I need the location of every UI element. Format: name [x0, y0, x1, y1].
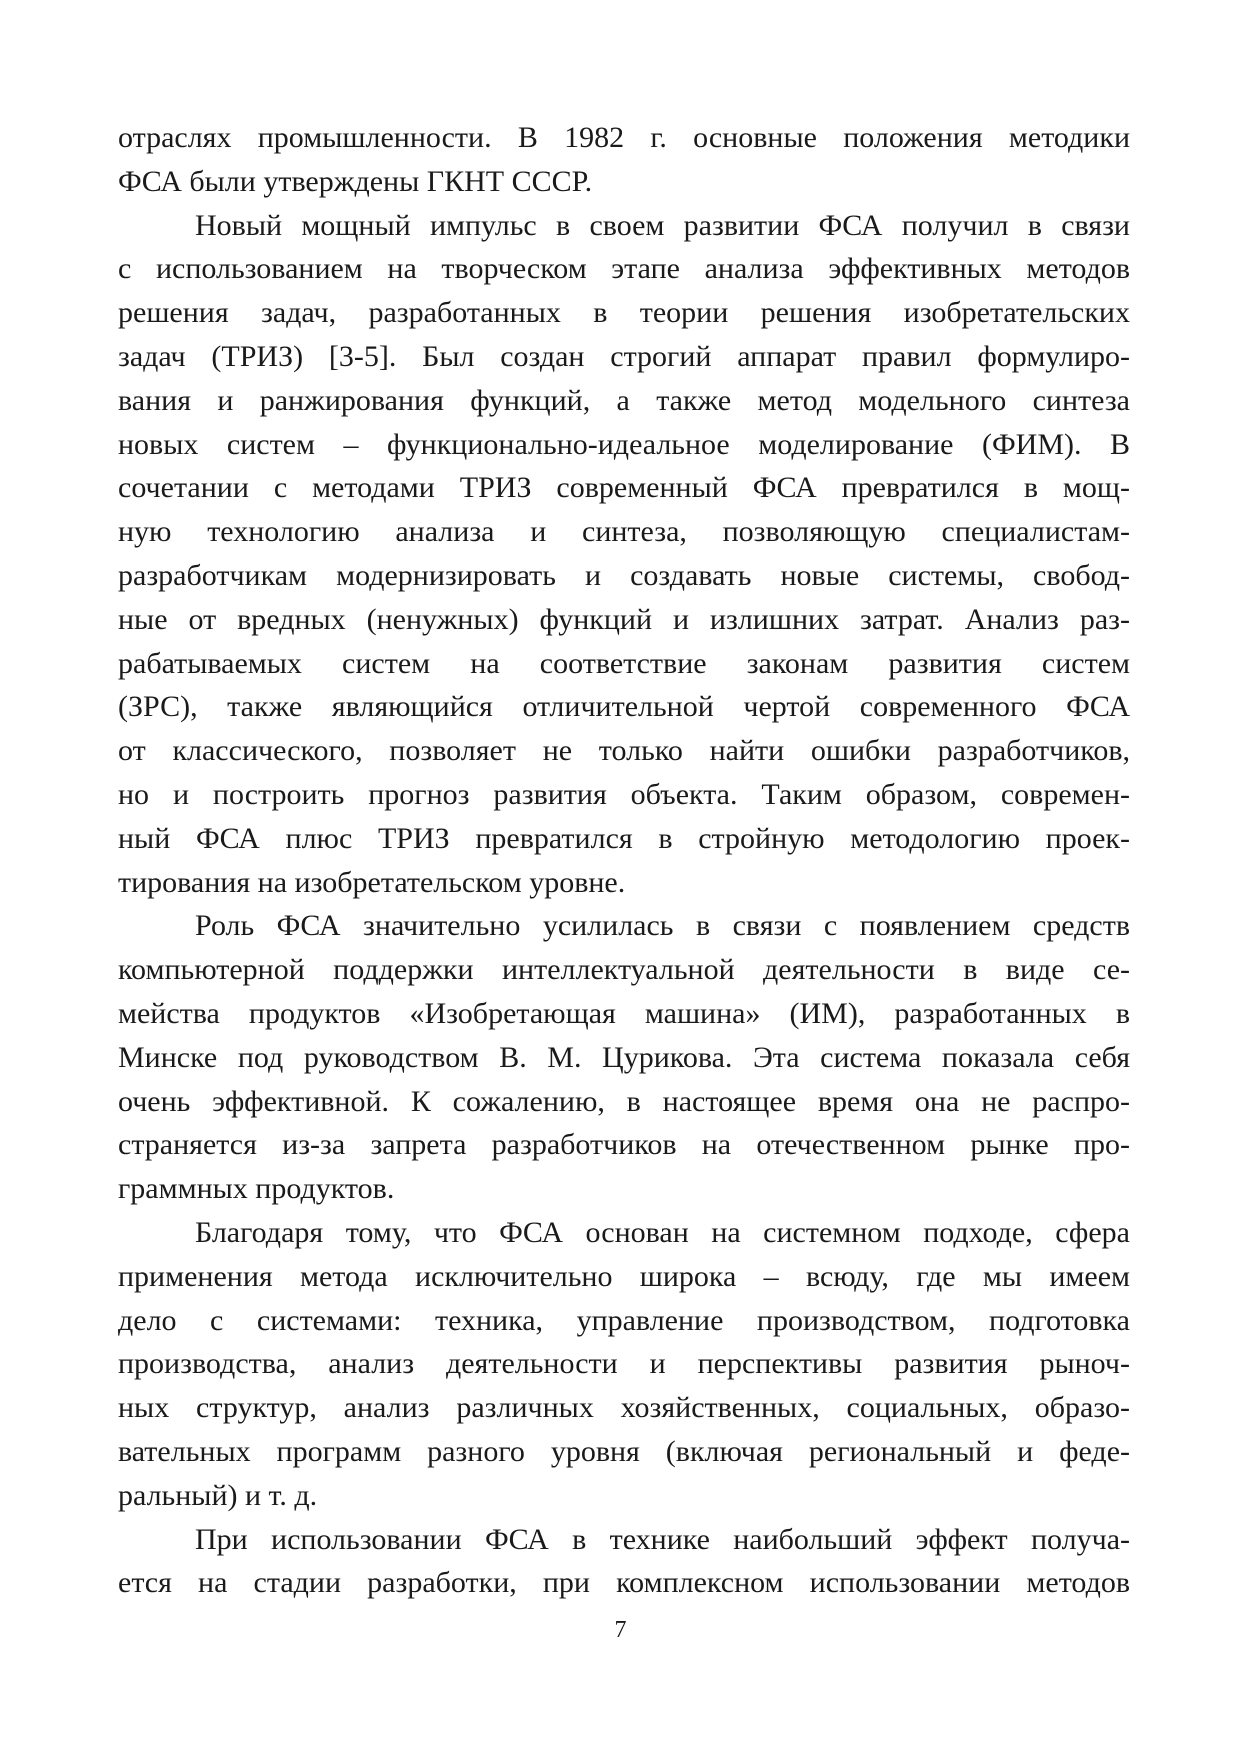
text-line: но и построить прогноз развития объекта. Таким образом, современ- — [118, 777, 1130, 811]
text-line: очень эффективной. К сожалению, в настоящее время она не распро- — [118, 1084, 1130, 1118]
text-line: новых систем – функционально-идеальное моделирование (ФИМ). В — [118, 427, 1130, 461]
body-text — [118, 116, 1130, 1605]
text-line: (ЗРС), также являющийся отличительной чертой современного ФСА — [118, 690, 1130, 724]
text-line: страняется из-за запрета разработчиков на отечественном рынке про- — [118, 1128, 1130, 1162]
text-line: ную технологию анализа и синтеза, позволяющую специалистам- — [118, 515, 1130, 549]
text-line: дело с системами: техника, управление производством, подготовка — [118, 1303, 1130, 1337]
text-line: граммных продуктов. — [118, 1172, 395, 1206]
text-line: вательных программ разного уровня (включая региональный и феде- — [118, 1434, 1130, 1468]
paragraph-4 — [118, 1211, 1130, 1518]
text-line: ный ФСА плюс ТРИЗ превратился в стройную методологию проек- — [118, 821, 1130, 855]
text-line: разработчикам модернизировать и создавать новые системы, свобод- — [118, 558, 1130, 592]
text-line: Новый мощный импульс в своем развитии ФСА получил в связи — [195, 208, 1130, 242]
text-line: Минске под руководством В. М. Цурикова. Эта система показала себя — [118, 1040, 1130, 1074]
paragraph-3 — [118, 904, 1130, 1211]
paragraph-2 — [118, 204, 1130, 905]
text-line: решения задач, разработанных в теории решения изобретательских — [118, 296, 1130, 330]
paragraph-5 — [118, 1518, 1130, 1606]
text-line: ных структур, анализ различных хозяйственных, социальных, образо- — [118, 1391, 1130, 1425]
text-line: При использовании ФСА в технике наибольший эффект получа- — [195, 1522, 1130, 1556]
text-line: мейства продуктов «Изобретающая машина» (ИМ), разработанных в — [118, 996, 1130, 1030]
text-line: от классического, позволяет не только найти ошибки разработчиков, — [118, 734, 1130, 768]
text-line: компьютерной поддержки интеллектуальной деятельности в виде се- — [118, 953, 1130, 987]
text-line: производства, анализ деятельности и перспективы развития рыноч- — [118, 1347, 1130, 1381]
text-line: ные от вредных (ненужных) функций и излишних затрат. Анализ раз- — [118, 602, 1130, 636]
text-line: с использованием на творческом этапе анализа эффективных методов — [118, 252, 1130, 286]
paragraph-1 — [118, 116, 1130, 204]
text-line: Благодаря тому, что ФСА основан на системном подходе, сфера — [195, 1215, 1130, 1249]
text-line: Роль ФСА значительно усилилась в связи с появлением средств — [195, 909, 1130, 943]
text-line: ется на стадии разработки, при комплексном использовании методов — [118, 1566, 1130, 1600]
text-line: ФСА были утверждены ГКНТ СССР. — [118, 164, 593, 198]
text-line: рабатываемых систем на соответствие законам развития систем — [118, 646, 1130, 680]
text-line: тирования на изобретательском уровне. — [118, 865, 626, 899]
text-line: задач (ТРИЗ) [3-5]. Был создан строгий аппарат правил формулиро- — [118, 339, 1130, 373]
text-line: отраслях промышленности. В 1982 г. основные положения методики — [118, 121, 1130, 154]
text-line: применения метода исключительно широка – всюду, где мы имеем — [118, 1259, 1130, 1293]
text-line: вания и ранжирования функций, а также метод модельного синтеза — [118, 383, 1130, 417]
page-number: 7 — [614, 1617, 627, 1643]
text-line: сочетании с методами ТРИЗ современный ФСА превратился в мощ- — [118, 471, 1130, 505]
text-line: ральный) и т. д. — [118, 1478, 318, 1512]
